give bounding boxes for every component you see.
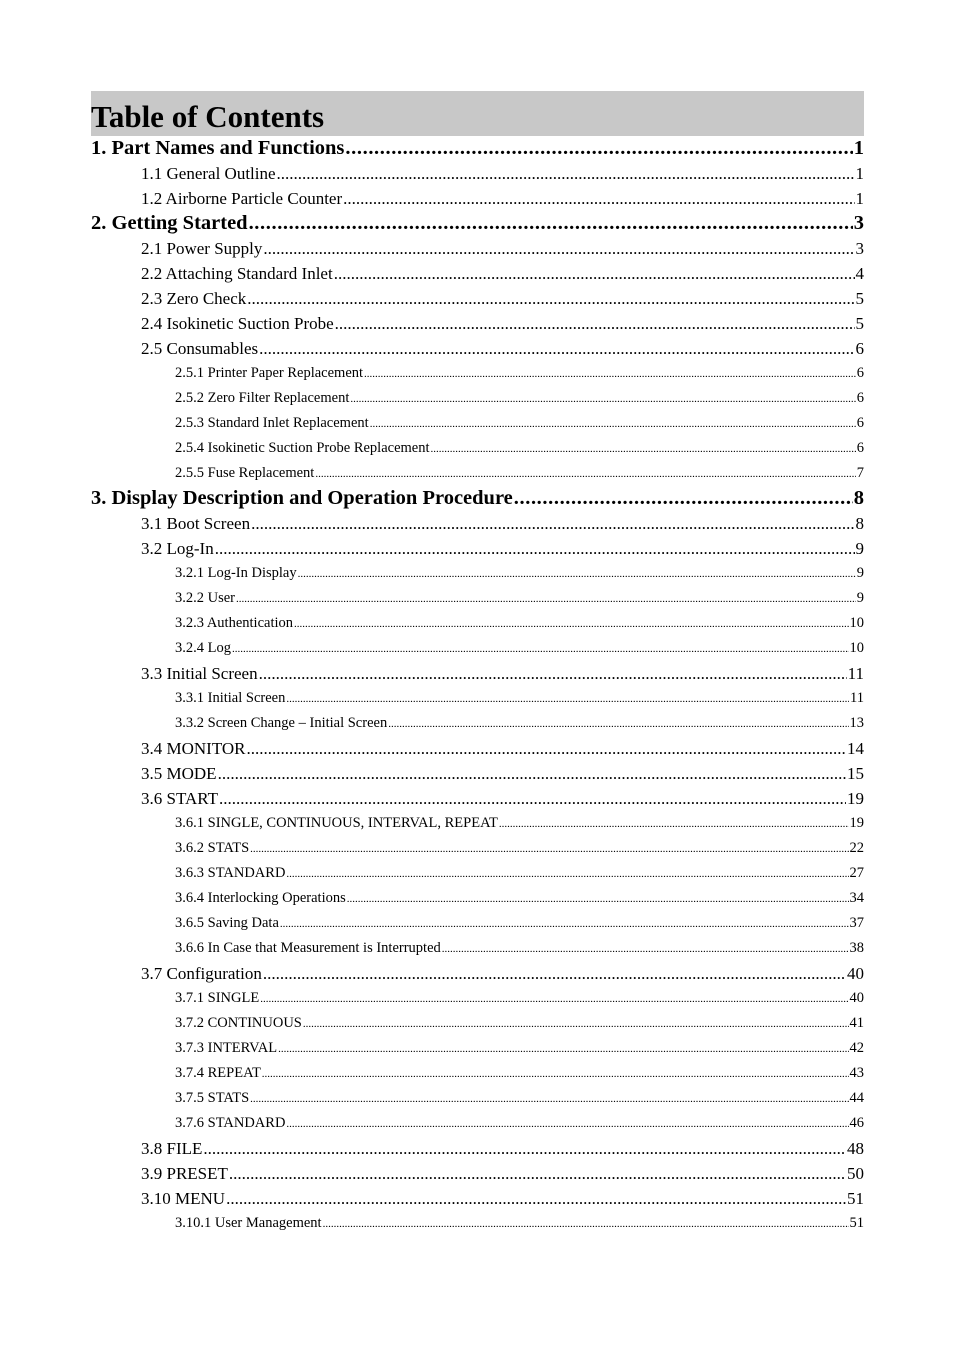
toc-entry-page-number: 8 [855, 514, 864, 533]
toc-entry-page-number: 11 [850, 690, 864, 706]
toc-entry-level-2[interactable] [91, 736, 864, 761]
dot-leader [251, 511, 854, 536]
toc-entry-label: 3.6.3 STANDARD [175, 865, 286, 881]
toc-entry-page-number: 27 [849, 865, 864, 881]
dot-leader [364, 362, 856, 386]
toc-entry-page-number: 1 [855, 164, 864, 183]
toc-entry-page-number: 4 [855, 264, 864, 283]
toc-entry-page-number: 19 [849, 815, 864, 831]
toc-entry-label: 3.7 Configuration [141, 964, 262, 983]
toc-entry-label: 3.3.1 Initial Screen [175, 690, 286, 706]
toc-entry-page-number: 40 [849, 990, 864, 1006]
toc-entry-label: 1.2 Airborne Particle Counter [141, 189, 343, 208]
dot-leader [286, 687, 849, 711]
toc-entry-page-number: 9 [856, 565, 864, 581]
dot-leader [347, 887, 849, 911]
toc-entry-level-2[interactable] [91, 961, 864, 986]
toc-entry-level-3[interactable] [91, 586, 864, 611]
toc-entry-level-3[interactable] [91, 361, 864, 386]
dot-leader [334, 261, 855, 286]
toc-entry-level-3[interactable] [91, 811, 864, 836]
toc-entry-page-number: 10 [849, 640, 864, 656]
dot-leader [236, 587, 856, 611]
toc-entry-label: 3. Display Description and Operation Procedure [91, 487, 513, 509]
toc-entry-label: 3.4 MONITOR [141, 739, 246, 758]
toc-entry-level-3[interactable] [91, 861, 864, 886]
toc-entry-label: 2.5 Consumables [141, 339, 259, 358]
dot-leader [277, 161, 855, 186]
dot-leader [229, 1161, 846, 1186]
dot-leader [303, 1012, 849, 1036]
toc-entry-level-3[interactable] [91, 636, 864, 661]
toc-entry-page-number: 40 [847, 964, 864, 983]
dot-leader [345, 136, 852, 161]
toc-entry-label: 1.1 General Outline [141, 164, 276, 183]
toc-entry-level-2[interactable] [91, 161, 864, 186]
toc-entry-page-number: 51 [849, 1215, 864, 1231]
dot-leader [259, 336, 854, 361]
toc-entry-page-number: 37 [849, 915, 864, 931]
toc-entry-label: 3.6.5 Saving Data [175, 915, 279, 931]
page-title: Table of Contents [91, 99, 325, 134]
toc-entry-label: 3.7.6 STANDARD [175, 1115, 286, 1131]
toc-entry-label: 3.2.3 Authentication [175, 615, 293, 631]
toc-entry-label: 3.10.1 User Management [175, 1215, 322, 1231]
toc-entry-label: 3.5 MODE [141, 764, 217, 783]
dot-leader [499, 812, 849, 836]
toc-entry-page-number: 51 [847, 1189, 864, 1208]
toc-entry-page-number: 10 [849, 615, 864, 631]
dot-leader [370, 412, 856, 436]
toc-entry-label: 1. Part Names and Functions [91, 137, 345, 159]
toc-entry-level-2[interactable] [91, 311, 864, 336]
toc-entry-label: 3.1 Boot Screen [141, 514, 251, 533]
toc-entry-level-3[interactable] [91, 461, 864, 486]
toc-entry-label: 3.6.2 STATS [175, 840, 250, 856]
toc-entry-label: 3.2.2 User [175, 590, 236, 606]
toc-entry-level-2[interactable] [91, 661, 864, 686]
toc-entry-label: 3.2.4 Log [175, 640, 231, 656]
toc-entry-label: 2.5.2 Zero Filter Replacement [175, 390, 350, 406]
toc-entry-level-2[interactable] [91, 1161, 864, 1186]
dot-leader [203, 1136, 846, 1161]
toc-entry-level-3[interactable] [91, 836, 864, 861]
toc-entry-label: 3.2.1 Log-In Display [175, 565, 297, 581]
dot-leader [226, 1186, 846, 1211]
toc-entry-page-number: 7 [856, 465, 864, 481]
toc-entry-level-3[interactable] [91, 1036, 864, 1061]
dot-leader [286, 862, 848, 886]
toc-entry-page-number: 6 [855, 339, 864, 358]
toc-entry-level-3[interactable] [91, 911, 864, 936]
toc-entry-level-2[interactable] [91, 786, 864, 811]
dot-leader [315, 462, 855, 486]
toc-entry-label: 2. Getting Started [91, 212, 248, 234]
dot-leader [514, 486, 853, 511]
toc-entry-page-number: 15 [847, 764, 864, 783]
dot-leader [219, 786, 846, 811]
dot-leader [247, 736, 846, 761]
toc-entry-level-2[interactable] [91, 236, 864, 261]
toc-entry-label: 2.1 Power Supply [141, 239, 263, 258]
dot-leader [260, 987, 848, 1011]
toc-header-bar [91, 91, 864, 136]
toc-entry-page-number: 19 [847, 789, 864, 808]
toc-entry-level-3[interactable] [91, 611, 864, 636]
toc-entry-level-2[interactable] [91, 511, 864, 536]
toc-entry-page-number: 41 [849, 1015, 864, 1031]
toc-entry-label: 3.9 PRESET [141, 1164, 228, 1183]
toc-entry-page-number: 13 [849, 715, 864, 731]
toc-entry-level-3[interactable] [91, 436, 864, 461]
dot-leader [263, 961, 846, 986]
dot-leader [218, 761, 846, 786]
dot-leader [278, 1037, 848, 1061]
toc-entry-label: 2.3 Zero Check [141, 289, 247, 308]
toc-entry-level-3[interactable] [91, 1011, 864, 1036]
toc-entry-level-1[interactable] [91, 211, 864, 236]
toc-entry-level-1[interactable] [91, 486, 864, 511]
toc-entry-level-3[interactable] [91, 936, 864, 961]
toc-entry-page-number: 22 [849, 840, 864, 856]
toc-entry-page-number: 34 [849, 890, 864, 906]
toc-entry-level-3[interactable] [91, 711, 864, 736]
toc-entry-label: 3.6.1 SINGLE, CONTINUOUS, INTERVAL, REPEAT [175, 815, 498, 831]
dot-leader [335, 311, 855, 336]
dot-leader [442, 937, 849, 961]
toc-entry-label: 3.3 Initial Screen [141, 664, 258, 683]
toc-entry-level-3[interactable] [91, 686, 864, 711]
toc-entry-level-2[interactable] [91, 761, 864, 786]
dot-leader [262, 1062, 849, 1086]
toc-entry-page-number: 1 [853, 137, 864, 159]
toc-entry-page-number: 6 [856, 440, 864, 456]
toc-entry-page-number: 46 [849, 1115, 864, 1131]
toc-entry-label: 2.5.1 Printer Paper Replacement [175, 365, 364, 381]
dot-leader [343, 186, 854, 211]
toc-entry-level-2[interactable] [91, 1136, 864, 1161]
toc-entry-label: 2.5.5 Fuse Replacement [175, 465, 315, 481]
toc-entry-label: 3.8 FILE [141, 1139, 203, 1158]
toc-entry-page-number: 9 [855, 539, 864, 558]
toc-entry-label: 2.2 Attaching Standard Inlet [141, 264, 333, 283]
toc-entry-label: 3.6 START [141, 789, 218, 808]
toc-entry-level-3[interactable] [91, 986, 864, 1011]
toc-entry-page-number: 1 [855, 189, 864, 208]
toc-entry-level-3[interactable] [91, 1061, 864, 1086]
toc-entry-label: 2.5.4 Isokinetic Suction Probe Replacement [175, 440, 430, 456]
dot-leader [250, 1087, 848, 1111]
dot-leader [286, 1112, 848, 1136]
toc-entry-label: 3.3.2 Screen Change – Initial Screen [175, 715, 388, 731]
dot-leader [298, 562, 856, 586]
toc-entry-level-3[interactable] [91, 1086, 864, 1111]
dot-leader [431, 437, 856, 461]
toc-entry-page-number: 42 [849, 1040, 864, 1056]
toc-entry-level-3[interactable] [91, 1111, 864, 1136]
dot-leader [232, 637, 849, 661]
toc-entry-page-number: 50 [847, 1164, 864, 1183]
toc-entry-label: 3.7.3 INTERVAL [175, 1040, 278, 1056]
toc-entry-label: 3.7.1 SINGLE [175, 990, 260, 1006]
dot-leader [215, 536, 855, 561]
dot-leader [259, 661, 847, 686]
toc-entry-page-number: 14 [847, 739, 864, 758]
toc-entry-level-3[interactable] [91, 1211, 864, 1236]
toc-entry-label: 2.5.3 Standard Inlet Replacement [175, 415, 369, 431]
toc-entry-label: 2.4 Isokinetic Suction Probe [141, 314, 334, 333]
toc-entry-page-number: 11 [847, 664, 864, 683]
dot-leader [350, 387, 855, 411]
toc-entry-page-number: 5 [855, 289, 864, 308]
dot-leader [323, 1212, 849, 1236]
dot-leader [263, 236, 854, 261]
dot-leader [280, 912, 849, 936]
toc-entry-level-2[interactable] [91, 286, 864, 311]
toc-entry-level-2[interactable] [91, 186, 864, 211]
toc-entry-page-number: 38 [849, 940, 864, 956]
toc-entry-level-2[interactable] [91, 536, 864, 561]
toc-entry-label: 3.7.2 CONTINUOUS [175, 1015, 302, 1031]
toc-entry-level-3[interactable] [91, 561, 864, 586]
toc-entry-page-number: 9 [856, 590, 864, 606]
toc-entry-page-number: 43 [849, 1065, 864, 1081]
toc-entry-page-number: 6 [856, 390, 864, 406]
toc-entry-level-3[interactable] [91, 886, 864, 911]
toc-entry-level-3[interactable] [91, 386, 864, 411]
toc-entry-page-number: 3 [855, 239, 864, 258]
toc-entry-level-2[interactable] [91, 261, 864, 286]
toc-entry-page-number: 48 [847, 1139, 864, 1158]
dot-leader [250, 837, 848, 861]
toc-page [91, 91, 864, 1236]
toc-entry-label: 3.10 MENU [141, 1189, 226, 1208]
toc-entry-page-number: 6 [856, 415, 864, 431]
toc-entry-level-2[interactable] [91, 336, 864, 361]
dot-leader [294, 612, 849, 636]
toc-entry-label: 3.2 Log-In [141, 539, 214, 558]
toc-entry-page-number: 44 [849, 1090, 864, 1106]
dot-leader [388, 712, 848, 736]
toc-entry-page-number: 5 [855, 314, 864, 333]
toc-list [91, 136, 864, 1236]
toc-entry-label: 3.7.4 REPEAT [175, 1065, 261, 1081]
toc-entry-label: 3.6.6 In Case that Measurement is Interrupted [175, 940, 441, 956]
toc-entry-level-2[interactable] [91, 1186, 864, 1211]
dot-leader [249, 211, 853, 236]
toc-entry-page-number: 8 [853, 487, 864, 509]
toc-entry-label: 3.7.5 STATS [175, 1090, 250, 1106]
toc-entry-page-number: 6 [856, 365, 864, 381]
toc-entry-label: 3.6.4 Interlocking Operations [175, 890, 346, 906]
dot-leader [247, 286, 854, 311]
toc-entry-page-number: 3 [853, 212, 864, 234]
toc-entry-level-1[interactable] [91, 136, 864, 161]
toc-entry-level-3[interactable] [91, 411, 864, 436]
